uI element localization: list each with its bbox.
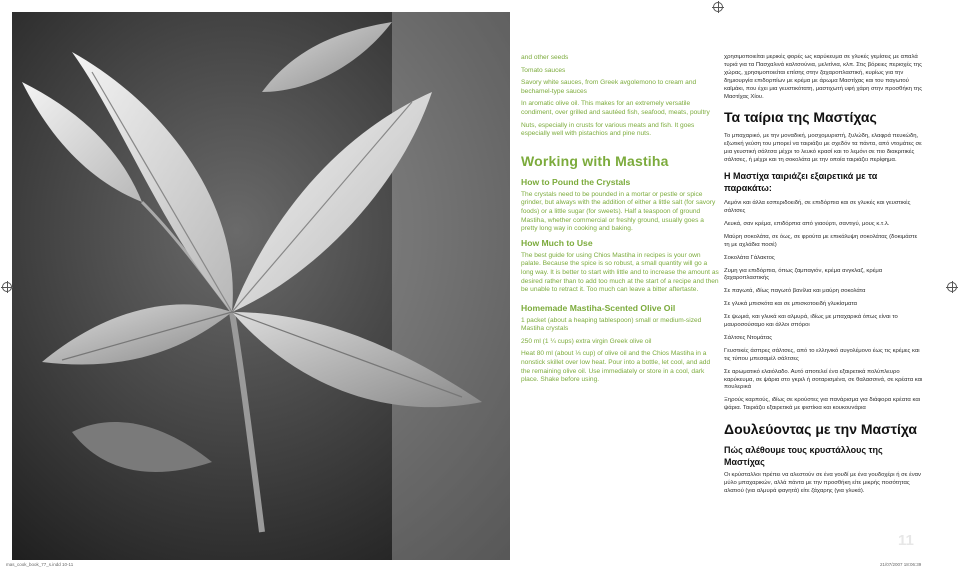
leaves-photo <box>12 12 510 560</box>
gr-item: Μαύρη σοκολάτα, σε όως, σε φρούτα με επικάλυψη σοκολάτας (δοκιμάστε τη με αχλάδια ποσέ) <box>724 233 918 248</box>
page-number: 11 <box>898 532 914 549</box>
en-recipe-line: 1 packet (about a heaping tablespoon) small or medium-sized Mastiha crystals <box>521 316 702 333</box>
gr-item: Σοκολάτα Γάλακτος <box>724 254 775 261</box>
gr-item: Λεμόνι και άλλα εσπεριδοειδή, σε επιδόρπια και σε γλυκές και γευστικές σάλτσες <box>724 200 911 214</box>
en-item: In aromatic olive oil. This makes for an extremely versatile condiment, over grilled and sautéed fish, seafood, meats, poultry <box>521 100 710 116</box>
en-item: Nuts, especially in crusts for various meats and fish. It goes especially well with pistachios and pine nuts. <box>521 121 695 138</box>
gr-item: Σε αρωματικό ελαιόλαδο. Αυτό αποτελεί ένα εξαιρετικά πολύπλευρο καρύκευμα, σε ψάρια στο γκριλ ή σοταρισμένα, σε θαλασσινά, σε κρέατα και πουλερικά <box>724 368 923 391</box>
gr-paragraph: Το μπαχαρικό, με την μοναδική, μοσχομυριστή, ξυλώδη, ελαφρά πευκώδη, εξωτική γεύση του μπορεί να ταιριάξει με σχεδόν τα πάντα, από ντομάτες σε μια γευστική σάλτσα μέχρι το λευκό κρασί και το λεμόνι σε πιο διακριτικές σάλτσες, ή μέχρι και τη σοκολάτα με την οποία ταιριάζει περίφημα. <box>724 133 922 164</box>
english-column <box>521 54 719 389</box>
en-paragraph-pound: The crystals need to be pounded in a mortar or pestle or spice grinder, but always with the addition of either a little salt (for savory foods) or a little sugar (for sweets). Half a teaspoon of ground Mastiha, whether commercial or freshly ground, usually goes a pretty long way in cooking and baking. <box>521 190 716 233</box>
registration-mark-top <box>713 2 723 12</box>
gr-item: Ζυμη για επιδόρπια, όπως ζαμπαγιόν, κρέμα ανγκλαζ, κρέμα ζαχαροπλαστικής <box>724 267 883 282</box>
en-heading: Working with Mastiha <box>521 152 669 169</box>
gr-paragraph-pound: Οι κρύσταλλοι πρέπει να αλεστούν σε ένα γουδί με ένα γουδοχέρι ή σε έναν μύλο μπαχαρικών, αλλά πάντα με την προσθήκη είτε μικρής ποσότητας αλατιού (για αλμυρά φαγητά) είτε ζάχαρης (για γλυκά). <box>724 472 921 494</box>
en-subheading-how-much: How Much to Use <box>521 237 593 248</box>
gr-intro: χρησιμοποιείται μερικές φορές ως καρύκευμα σε γλυκές γεμίσεις με απαλά τυριά για τα Πασχαλινά καλτσούνια, μελιτίνια, κλπ. Στις βόρειες περιοχές της χώρας, χρησιμοποιείται επίσης στην ζαχαροπλαστική, κυρίως για την δημιουργία επιδορπίων με κρέμα με άρωμα Μαστίχας και του παγωτού καϊμάκι, που έχει μια γευστικότατη, μαστιχωτή υφή χάρη στην προσθήκη της Μαστίχας Χίου. <box>724 54 923 100</box>
gr-heading-pairings: Τα ταίρια της Μαστίχας <box>724 109 877 126</box>
en-item: Savory white sauces, from Greek avgolemono to cream and bechamel-type sauces <box>521 79 697 95</box>
en-paragraph-how-much: The best guide for using Chios Mastiha in recipes is your own palate. Because the spice is so robust, a small quantity will go a long way. It is better to start with little and to increase the amount as desired rather than to add too much at the start of a recipe and then be unable to retract it. Too much can leave a bitter aftertaste. <box>521 251 719 294</box>
gr-subheading-pound: Πώς αλέθουμε τους κρυστάλλους της Μαστίχας <box>724 445 883 467</box>
en-subheading-pound: How to Pound the Crystals <box>521 176 631 187</box>
en-recipe-line: Heat 80 ml (about ⅓ cup) of olive oil and the Chios Mastiha in a nonstick skillet over low heat. Pour into a bottle, let cool, and add the remaining olive oil. Use immediately or store in a cool, dark place. Shake before using. <box>521 350 711 384</box>
en-item: Tomato sauces <box>521 66 566 74</box>
gr-item: Σε ψωμιά, και γλυκά και αλμυρά, ιδίως με μπαχαρικά όπως είναι το μαυροσούσαμο και άλλοι σπόροι <box>724 314 898 329</box>
gr-item: Σε παγωτά, ιδίως παγωτό βανίλια και μαύρη σοκολάτα <box>724 288 866 295</box>
registration-mark-left <box>2 282 12 292</box>
gr-subheading-list: Η Μαστίχα ταιριάζει εξαιρετικά με τα παρακάτω: <box>724 171 878 193</box>
gr-item: Γευστικές άσπρες σάλτσες, από το ελληνικό αυγολέμονο έως τις κρέμες και τις τύπου μπεσαμέλ σάλτσες <box>724 347 920 362</box>
gr-item: Ξηρούς καρπούς, ιδίως σε κρούστες για πανάρισμα για διάφορα κρέατα και ψάρια. Ταιριάζει εξαιρετικά με φιστίκια και κουκουνάρια <box>724 397 921 412</box>
leaves-image <box>12 12 510 560</box>
gr-item: Σε γλυκά μπισκότα και σε μπισκοτοειδή γλυκίσματα <box>724 301 858 308</box>
en-recipe-line: 250 ml (1 ¼ cups) extra virgin Greek olive oil <box>521 337 652 345</box>
slug-left: mas_cook_book_77_s.indd 10-11 <box>6 562 74 567</box>
gr-heading-working: Δουλεύοντας με την Μαστίχα <box>724 421 918 438</box>
registration-mark-right <box>947 282 957 292</box>
slug-right: 21/07/2007 18:06:39 <box>880 562 922 567</box>
en-subheading-olive-oil: Homemade Mastiha-Scented Olive Oil <box>521 302 676 313</box>
gr-item: Σάλτσες Ντομάτας <box>724 334 773 341</box>
greek-column <box>724 54 924 501</box>
gr-item: Λευκά, σαν κρέμα, επιδόρπια από γιαούρτι, σαντιγύ, μους κ.τ.λ. <box>724 220 890 227</box>
en-item: and other seeds <box>521 54 569 61</box>
